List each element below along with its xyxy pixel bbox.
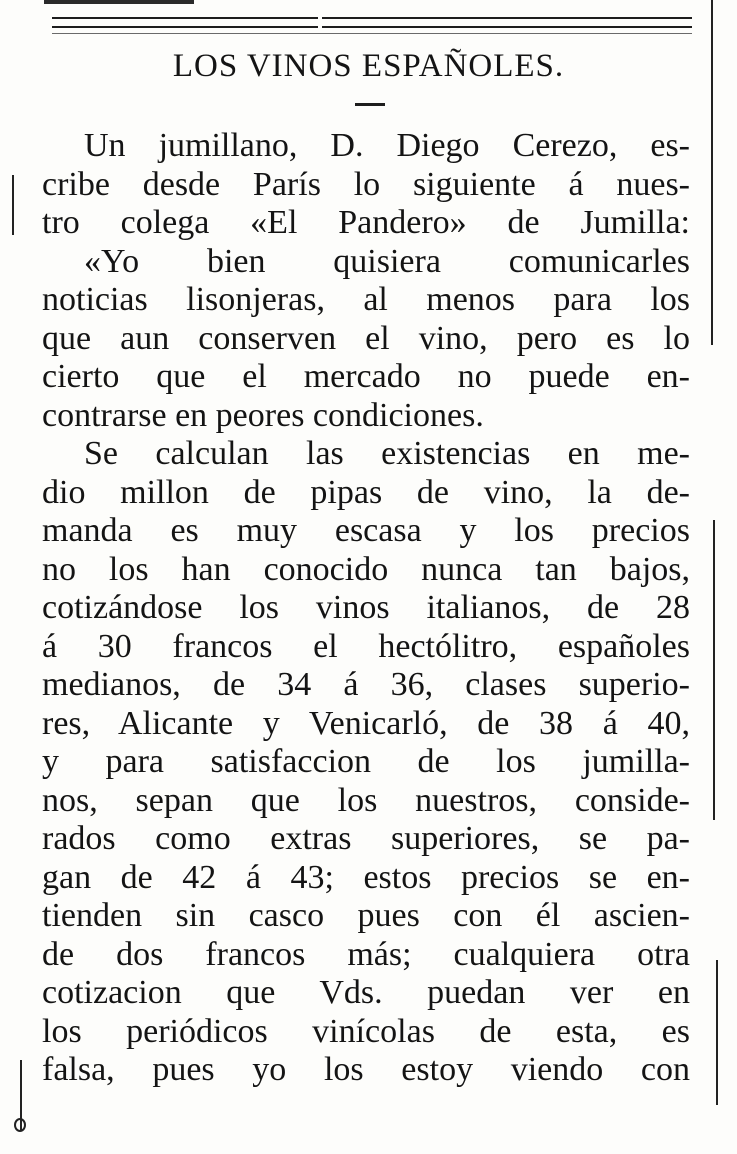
top-rule-fragment: [44, 0, 194, 4]
article-title: LOS VINOS ESPAÑOLES.: [172, 48, 565, 84]
text-line: tienden sin casco pues con él ascien-: [42, 897, 690, 934]
article-body: [42, 127, 690, 1090]
text-line: Un jumillano, D. Diego Cerezo, es-: [84, 127, 690, 164]
text-line: tro colega «El Pandero» de Jumilla:: [42, 204, 690, 241]
text-line: que aun conserven el vino, pero es lo: [42, 319, 690, 357]
column-border-right: [716, 960, 718, 1105]
column-border-left: [12, 175, 14, 235]
text-line: rados como extras superiores, se pa-: [42, 820, 690, 857]
text-line: á 30 francos el hectólitro, españoles: [42, 627, 690, 665]
text-line: noticias lisonjeras, al menos para los: [42, 281, 690, 318]
text-line: falsa, pues yo los estoy viendo con: [42, 1051, 690, 1088]
header-rule: [322, 17, 692, 19]
text-line: los periódicos vinícolas de esta, es: [42, 1012, 690, 1050]
text-line: manda es muy escasa y los precios: [42, 512, 690, 549]
column-border-right: [713, 520, 715, 820]
text-line: y para satisfaccion de los jumilla-: [42, 743, 690, 780]
header-rule: [52, 17, 318, 19]
text-line: dio millon de pipas de vino, la de-: [42, 473, 690, 511]
text-line: cierto que el mercado no puede en-: [42, 358, 690, 395]
header-rule: [322, 26, 692, 28]
text-line: gan de 42 á 43; estos precios se en-: [42, 858, 690, 896]
text-line: Se calculan las existencias en me-: [84, 435, 690, 472]
text-line: cotizacion que Vds. puedan ver en: [42, 974, 690, 1011]
text-line: de dos francos más; cualquiera otra: [42, 935, 690, 973]
text-line: no los han conocido nunca tan bajos,: [42, 550, 690, 588]
text-line: res, Alicante y Venicarló, de 38 á 40,: [42, 704, 690, 742]
title-dash: [355, 103, 385, 106]
text-line: nos, sepan que los nuestros, conside-: [42, 781, 690, 819]
text-line: cribe desde París lo siguiente á nues-: [42, 165, 690, 203]
text-line: contrarse en peores condiciones.: [42, 396, 484, 434]
text-line: «Yo bien quisiera comunicarles: [84, 242, 690, 280]
header-rule-thin: [52, 33, 692, 34]
margin-ring-mark: [14, 1118, 26, 1132]
text-line: medianos, de 34 á 36, clases superio-: [42, 666, 690, 703]
text-line: cotizándose los vinos italianos, de 28: [42, 589, 690, 626]
header-rule: [52, 26, 318, 28]
